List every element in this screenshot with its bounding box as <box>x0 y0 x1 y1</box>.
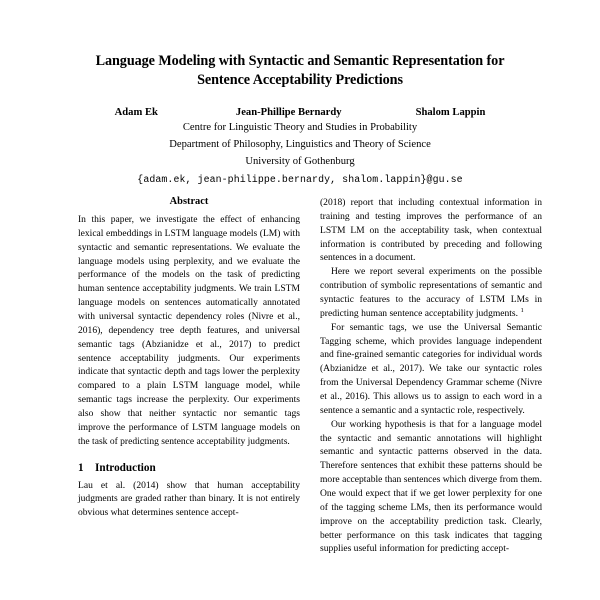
continued-paragraph: (2018) report that including contextual information in training and testing improves the performance of an LSTM LM on the acceptability task, when contextual information is contributed by preceding and following sentences in a document. <box>320 197 542 264</box>
section-number: 1 <box>78 461 84 474</box>
abstract-paragraph: In this paper, we investigate the effect of enhancing lexical embeddings in LSTM language models (LM) with syntactic and semantic representations. We evaluate the language models using perplexity, and we evaluate the performance of the models on the task of predicting human sentence acceptability judgments. We train LSTM language models on sentences automatically annotated with universal syntactic dependency roles (Nivre et al., 2016), dependency tree depth features, and universal semantic tags (Abzianidze et al., 2017) to predict sentence acceptability judgments. Our experiments indicate that syntactic depth and tags lower the perplexity compared to a plain LSTM language model, while semantic tags increase the perplexity. Our experiments also show that neither syntactic nor semantic tags improve the performance of LSTM language models on the task of predicting sentence acceptability judgments. <box>78 214 300 447</box>
affiliation-line: Centre for Linguistic Theory and Studies in Probability <box>182 121 418 133</box>
right-column <box>320 196 542 556</box>
body-columns <box>0 196 600 556</box>
section-title: Introduction <box>95 461 156 474</box>
page-title: Language Modeling with Syntactic and Semantic Representation for Sentence Acceptability Predictions <box>95 53 505 88</box>
footnote-marker: 1 <box>520 306 524 314</box>
body-paragraph <box>320 265 542 320</box>
left-column <box>78 196 300 556</box>
body-paragraph: Our working hypothesis is that for a language model the syntactic and semantic annotations will highlight semantic and syntactic patterns observed in the data. Therefore sentences that exhibit these patterns should be more acceptable than sentences which diverge from them. One would expect that if we get lower perplexity for one of the tagging scheme LMs, then its performance would improve on the acceptability prediction task. Clearly, better performance on this task indicates that tagging supplies useful information for predicting accept- <box>320 418 542 555</box>
affiliation-line: University of Gothenburg <box>245 155 355 167</box>
title-block <box>0 0 600 185</box>
author-emails: {adam.ek, jean-philippe.bernardy, shalom.lappin}@gu.se <box>137 173 463 185</box>
author-list <box>72 107 528 118</box>
abstract-heading: Abstract <box>169 196 209 207</box>
author-name: Shalom Lappin <box>415 106 486 118</box>
author-name: Jean-Phillipe Bernardy <box>235 106 342 118</box>
body-paragraph: For semantic tags, we use the Universal Semantic Tagging scheme, which provides language independent and fine-grained semantic categories for individual words (Abzianidze et al., 2017). We take our syntactic roles from the Universal Dependency Grammar scheme (Nivre et al., 2016). This allows us to assign to each word in a sentence a semantic and a syntactic role, respectively. <box>320 321 542 416</box>
section-heading-introduction <box>78 462 300 474</box>
affiliation-line: Department of Philosophy, Linguistics and Theory of Science <box>169 138 431 150</box>
paragraph-text: Here we report several experiments on the possible contribution of symbolic representations of semantic and syntactic features to the accuracy of LSTM LMs in predicting human sentence acceptability judgments. <box>320 266 542 319</box>
section-paragraph: Lau et al. (2014) show that human acceptability judgments are graded rather than binary. It is not entirely obvious what determines sentence accept- <box>78 479 300 519</box>
author-name: Adam Ek <box>114 106 158 118</box>
